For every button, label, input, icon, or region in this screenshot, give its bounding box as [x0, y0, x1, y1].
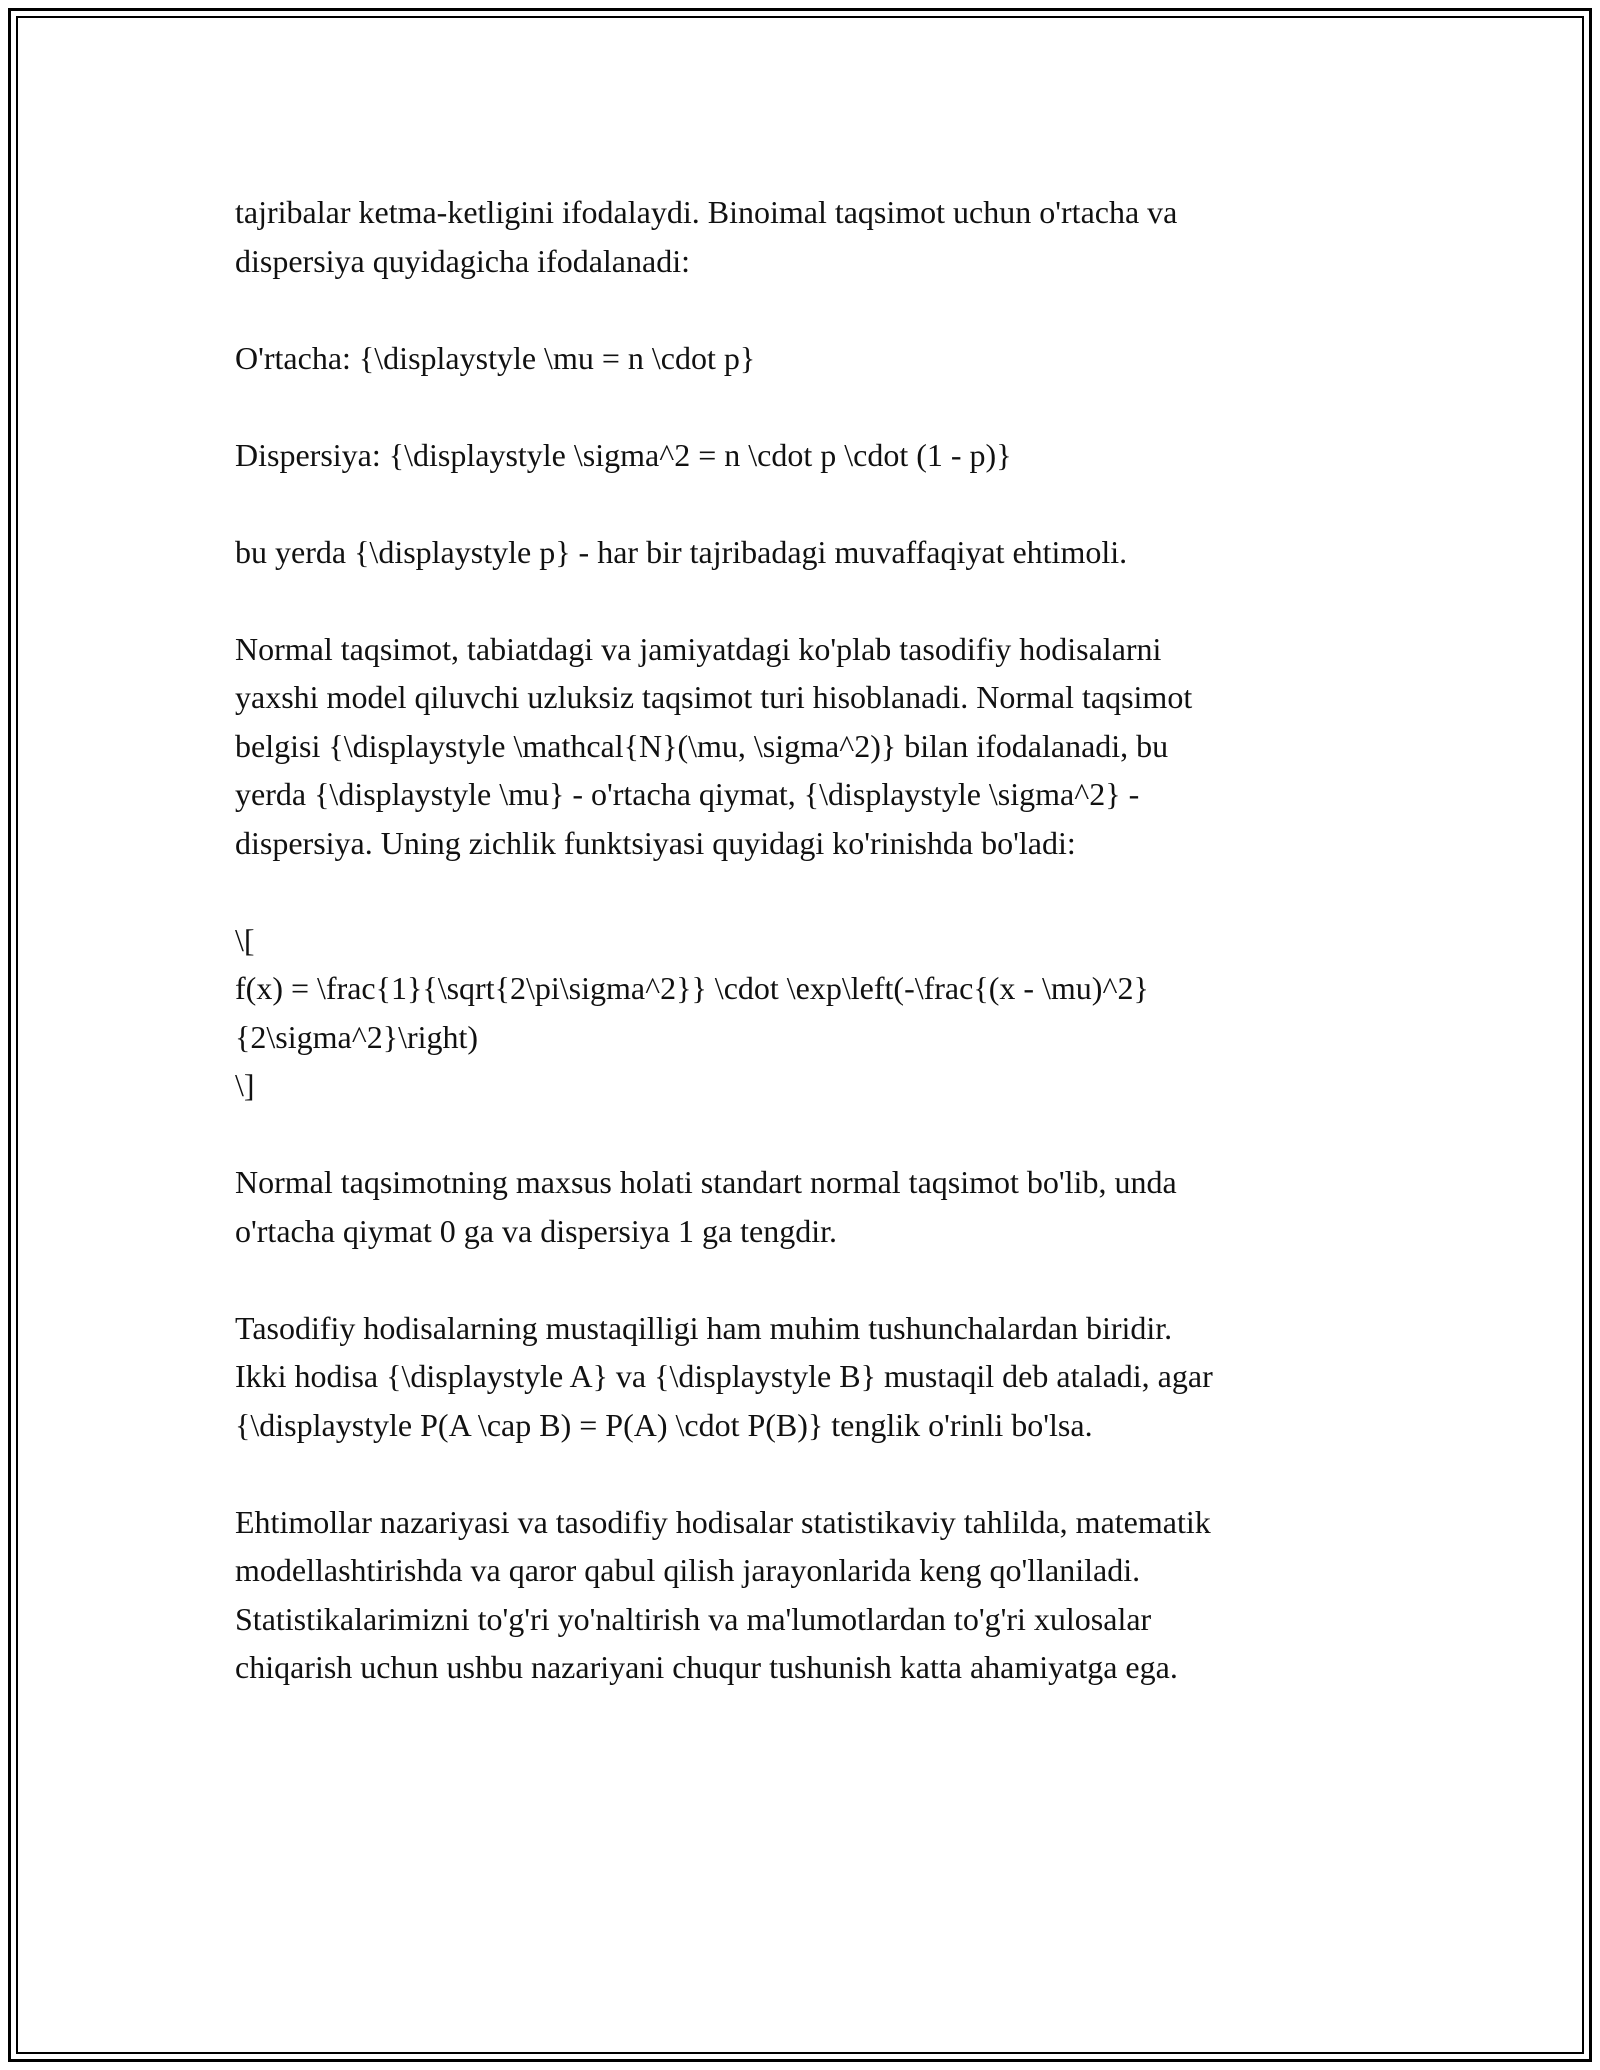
- text-line: Normal taqsimot, tabiatdagi va jamiyatdagi ko'plab tasodifiy hodisalarni: [235, 630, 1162, 667]
- text-line: Ehtimollar nazariyasi va tasodifiy hodisalar statistikaviy tahlilda, matematik: [235, 1503, 1211, 1540]
- text-line: Normal taqsimotning maxsus holati standart normal taqsimot bo'lib, unda: [235, 1164, 1177, 1200]
- text-line: o'rtacha qiymat 0 ga va dispersiya 1 ga tengdir.: [235, 1212, 838, 1249]
- paragraph-density-formula: [235, 916, 1370, 1110]
- text-line: dispersiya. Uning zichlik funktsiyasi quyidagi ko'rinishda bo'ladi:: [235, 824, 1076, 861]
- paragraph-binomial-intro: [235, 188, 1370, 285]
- paragraph-probability-note: [235, 528, 1370, 577]
- text-line: O'rtacha: {\displaystyle \mu = n \cdot p}: [235, 339, 756, 376]
- text-line: chiqarish uchun ushbu nazariyani chuqur tushunish katta ahamiyatga ega.: [235, 1649, 1178, 1685]
- text-line: bu yerda {\displaystyle p} - har bir tajribadagi muvaffaqiyat ehtimoli.: [235, 533, 1128, 570]
- paragraph-conclusion: [235, 1498, 1370, 1692]
- text-line: Ikki hodisa {\displaystyle A} va {\displaystyle B} mustaqil deb ataladi, agar: [235, 1358, 1213, 1394]
- text-line: Dispersiya: {\displaystyle \sigma^2 = n \cdot p \cdot (1 - p)}: [235, 436, 1012, 473]
- text-line: tajribalar ketma-ketligini ifodalaydi. Binoimal taqsimot uchun o'rtacha va: [235, 194, 1178, 230]
- text-line: yaxshi model qiluvchi uzluksiz taqsimot turi hisoblanadi. Normal taqsimot: [235, 679, 1193, 715]
- paragraph-mean-formula: [235, 334, 1370, 383]
- paragraph-normal-distribution: [235, 625, 1370, 868]
- paragraph-variance-formula: [235, 431, 1370, 480]
- document-body: [235, 188, 1370, 1740]
- paragraph-independence: [235, 1304, 1370, 1450]
- text-line: modellashtirishda va qaror qabul qilish jarayonlarida keng qo'llaniladi.: [235, 1552, 1141, 1588]
- text-line: {\displaystyle P(A \cap B) = P(A) \cdot P(B)} tenglik o'rinli bo'lsa.: [235, 1406, 1093, 1443]
- text-line: yerda {\displaystyle \mu} - o'rtacha qiymat, {\displaystyle \sigma^2} -: [235, 776, 1140, 812]
- text-line: Statistikalarimizni to'g'ri yo'naltirish va ma'lumotlardan to'g'ri xulosalar: [235, 1600, 1152, 1637]
- text-line: dispersiya quyidagicha ifodalanadi:: [235, 242, 690, 279]
- text-line: belgisi {\displaystyle \mathcal{N}(\mu, \sigma^2)} bilan ifodalanadi, bu: [235, 727, 1169, 764]
- paragraph-standard-normal: [235, 1158, 1370, 1255]
- text-line: Tasodifiy hodisalarning mustaqilligi ham muhim tushunchalardan biridir.: [235, 1309, 1173, 1346]
- text-line: {2\sigma^2}\right): [235, 1018, 479, 1055]
- text-line: \[: [235, 921, 255, 958]
- text-line: f(x) = \frac{1}{\sqrt{2\pi\sigma^2}} \cdot \exp\left(-\frac{(x - \mu)^2}: [235, 970, 1149, 1006]
- text-line: \]: [235, 1067, 255, 1103]
